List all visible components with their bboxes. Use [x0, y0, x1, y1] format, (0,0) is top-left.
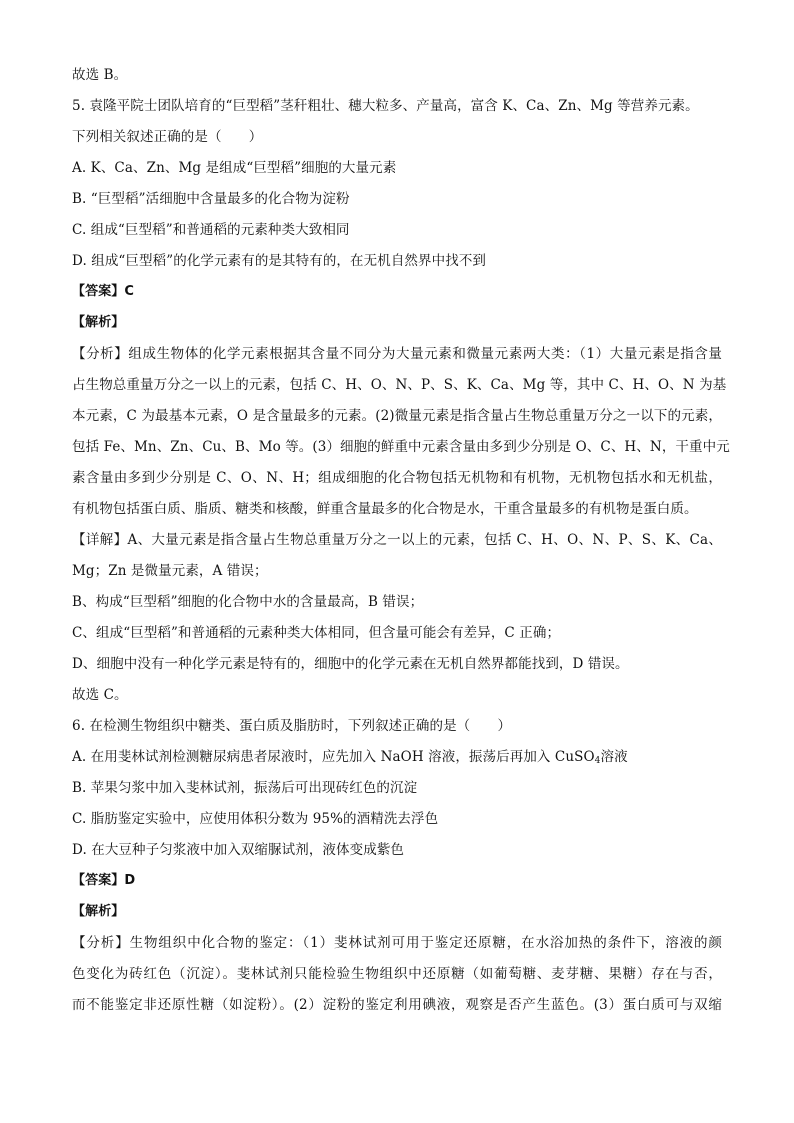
- detail-text: Mg；Zn 是微量元素，A 错误；: [72, 563, 268, 579]
- question-5-stem-cont: 下列相关叙述正确的是（ ）: [72, 129, 263, 145]
- analysis-text: 本元素，C 为最基本元素，O 是含量最多的元素。(2)微量元素是指含量占生物总重量万分之一以下的元素，: [72, 408, 722, 424]
- analysis-label: 【解析】: [72, 315, 125, 330]
- answer-label: 【答案】D: [72, 873, 136, 888]
- option-d: D. 在大豆种子匀浆液中加入双缩脲试剂，液体变成紫色: [72, 842, 405, 858]
- answer-label: 【答案】C: [72, 284, 135, 299]
- analysis-text: 素含量由多到少分别是 C、O、N、H；组成细胞的化合物包括无机物和有机物，无机物包括水和无机盐，: [72, 470, 722, 486]
- text-line: 故选 C。: [72, 687, 128, 703]
- analysis-label: 【解析】: [72, 904, 125, 919]
- analysis-text: 包括 Fe、Mn、Zn、Cu、B、Mo 等。(3）细胞的鲜重中元素含量由多到少分别是 O、C、H、N，干重中元: [72, 439, 730, 455]
- option-b: B. 苹果匀浆中加入斐林试剂，振荡后可出现砖红色的沉淀: [72, 780, 418, 796]
- question-6-stem: 6. 在检测生物组织中糖类、蛋白质及脂肪时，下列叙述正确的是（ ）: [72, 718, 512, 734]
- option-d: D. 组成“巨型稻”的化学元素有的是其特有的，在无机自然界中找不到: [72, 253, 487, 269]
- option-a: [72, 748, 722, 768]
- option-c: C. 脂肪鉴定实验中，应使用体积分数为 95%的酒精洗去浮色: [72, 811, 439, 827]
- question-5-stem: 5. 袁隆平院士团队培育的“巨型稻”茎秆粗壮、穗大粒多、产量高，富含 K、Ca、Zn、Mg 等营养元素。: [72, 98, 699, 114]
- option-a: A. K、Ca、Zn、Mg 是组成“巨型稻”细胞的大量元素: [72, 160, 397, 176]
- option-a-suffix: 溶液: [600, 749, 628, 765]
- detail-text: D、细胞中没有一种化学元素是特有的，细胞中的化学元素在无机自然界都能找到，D 错误。: [72, 656, 629, 672]
- analysis-text: 占生物总重量万分之一以上的元素，包括 C、H、O、N、P、S、K、Ca、Mg 等，其中 C、H、O、N 为基: [72, 377, 727, 393]
- detail-text: C、组成“巨型稻”和普通稻的元素种类大体相同，但含量可能会有差异，C 正确；: [72, 625, 561, 641]
- detail-text: 【详解】A、大量元素是指含量占生物总重量万分之一以上的元素，包括 C、H、O、N、P、S、K、Ca、: [72, 532, 722, 548]
- analysis-text: 【分析】组成生物体的化学元素根据其含量不同分为大量元素和微量元素两大类：（1）大量元素是指含量: [72, 346, 722, 362]
- option-c: C. 组成“巨型稻”和普通稻的元素种类大致相同: [72, 222, 350, 238]
- analysis-text: 色变化为砖红色（沉淀）。斐林试剂只能检验生物组织中还原糖（如葡萄糖、麦芽糖、果糖）存在与否，: [72, 966, 722, 982]
- analysis-text: 而不能鉴定非还原性糖（如淀粉）。(2）淀粉的鉴定利用碘液，观察是否产生蓝色。(3）蛋白质可与双缩: [72, 997, 722, 1013]
- option-a-text: A. 在用斐林试剂检测糖尿病患者尿液时，应先加入 NaOH 溶液，振荡后再加入 CuSO: [72, 749, 595, 765]
- analysis-text: 【分析】生物组织中化合物的鉴定：（1）斐林试剂可用于鉴定还原糖，在水浴加热的条件下，溶液的颜: [72, 935, 722, 951]
- analysis-text: 有机物包括蛋白质、脂质、糖类和核酸，鲜重含量最多的化合物是水，干重含量最多的有机物是蛋白质。: [72, 501, 698, 517]
- text-line: 故选 B。: [72, 67, 128, 83]
- option-b: B. “巨型稻”活细胞中含量最多的化合物为淀粉: [72, 191, 350, 207]
- detail-text: B、构成“巨型稻”细胞的化合物中水的含量最高，B 错误；: [72, 594, 424, 610]
- subscript: 4: [594, 756, 601, 766]
